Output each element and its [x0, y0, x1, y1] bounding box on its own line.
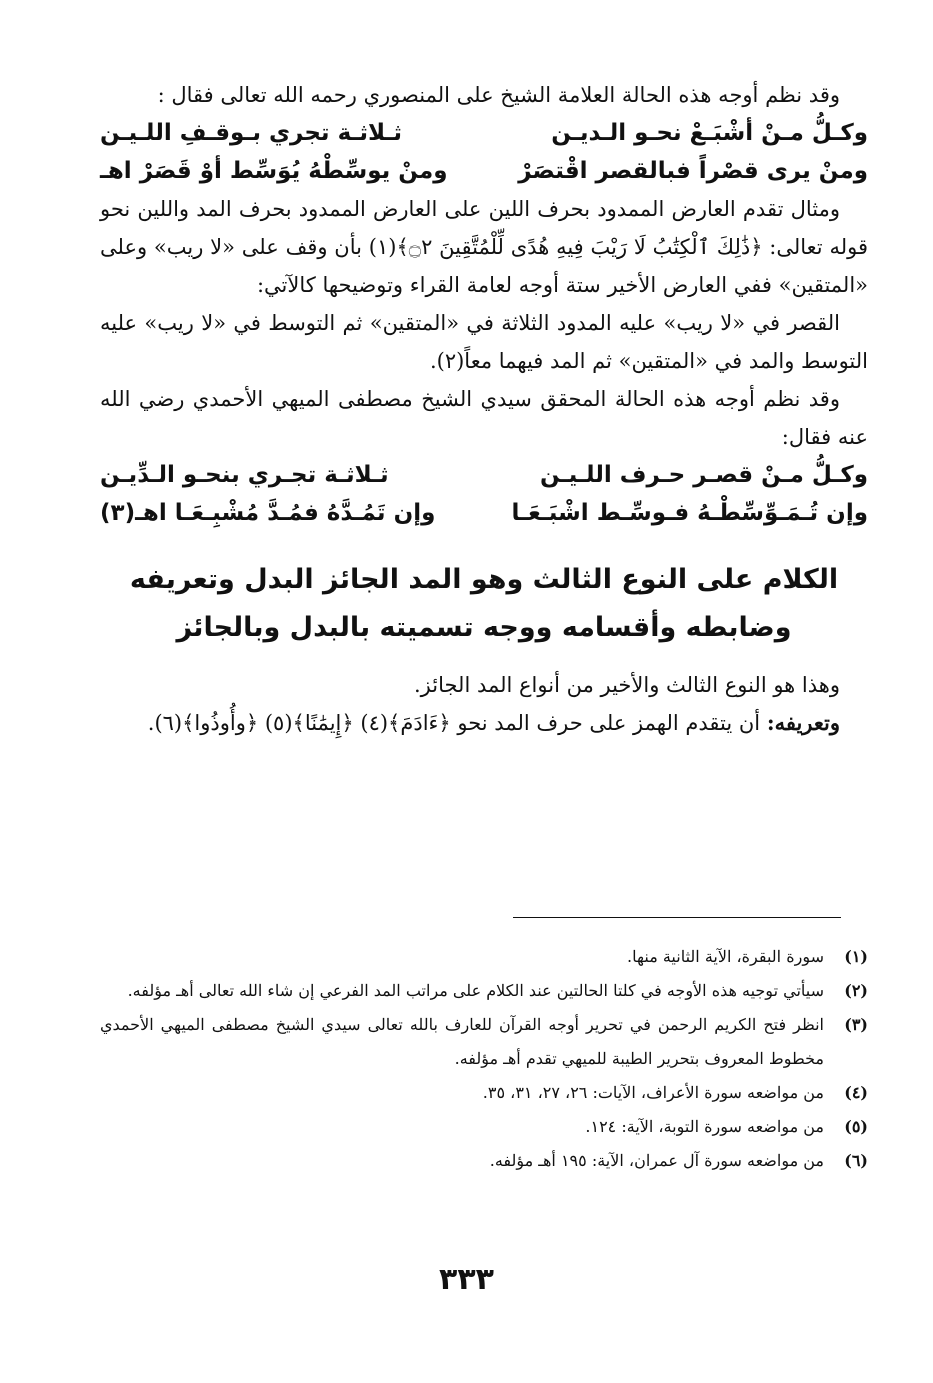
verse-line — [100, 152, 868, 190]
footnote-item — [100, 974, 868, 1008]
section-intro-paragraph: وهذا هو النوع الثالث والأخير من أنواع المد الجائز. — [413, 673, 840, 697]
verse-first-hemistich: ومنْ يرى قصْراً فبالقصر اقْتصَرْ — [518, 158, 868, 184]
verse-second-hemistich: ثـلاثـة تجري بـوقـفِ اللـيـن — [100, 120, 402, 146]
footnote-number: (٢) — [844, 981, 868, 1000]
poem-mansouri — [100, 114, 868, 190]
explanation-paragraph: القصر في «لا ريب» عليه المدود الثلاثة في «المتقين» ثم التوسط في «لا ريب» عليه التوسط والمد في «المتقين» ثم المد فيهما معاً(٢). — [100, 311, 868, 373]
page-number: ٣٣٣ — [439, 1262, 494, 1297]
definition-text: أن يتقدم الهمز على حرف المد نحو ﴿ءَادَمَ﴾(٤) ﴿إِيمَٰنًا﴾(٥) ﴿وأُوذُوا﴾(٦). — [147, 711, 767, 735]
footnotes — [100, 940, 868, 1178]
definition-paragraph — [100, 704, 868, 742]
section-heading: الكلام على النوع الثالث وهو المد الجائز البدل وتعريفه وضابطه وأقسامه ووجه تسميته بالبدل وبالجائز — [129, 564, 839, 643]
verse-first-hemistich: وكـلُّ مـنْ قصـر حـرف اللـيـن — [540, 462, 868, 488]
footnote-number: (٥) — [844, 1117, 868, 1136]
poem-mihi — [100, 456, 868, 532]
verse-line — [100, 114, 868, 152]
footnote-number: (٤) — [844, 1083, 868, 1102]
verse-first-hemistich: وإن تُـمَـوِّسِّطْـهُ فـوسِّـط اشْبَـعَـا — [511, 500, 868, 526]
footnote-text: من مواضعه سورة التوبة، الآية: ١٢٤. — [585, 1117, 824, 1136]
verse-line — [100, 456, 868, 494]
footnote-text: من مواضعه سورة الأعراف، الآيات: ٢٦، ٢٧، ٣١، ٣٥. — [482, 1083, 824, 1102]
footnote-text: سيأتي توجيه هذه الأوجه في كلتا الحالتين عند الكلام على مراتب المد الفرعي إن شاء الله تعالى أهـ مؤلفه. — [127, 981, 824, 1000]
footnote-text: انظر فتح الكريم الرحمن في تحرير أوجه القرآن للعارف بالله تعالى سيدي الشيخ مصطفى الميهي الأحمدي مخطوط المعروف بتحرير الطيبة للميهي تقدم أهـ مؤلفه. — [100, 1015, 824, 1068]
footnote-number: (٦) — [844, 1151, 868, 1170]
footnote-text: من مواضعه سورة آل عمران، الآية: ١٩٥ أهـ مؤلفه. — [489, 1151, 824, 1170]
example-paragraph: ومثال تقدم العارض الممدود بحرف اللين على العارض الممدود بحرف المد واللين نحو قوله تعالى: ﴿ذَٰلِكَ ٱلْكِتَٰبُ لَا رَيْبَ فِيهِ هُدًى لِّلْمُتَّقِينَ ۝٢﴾(١) بأن وقف على «لا ريب» وعلى «المتقين» ففي العارض الأخير ستة أوجه لعامة القراء وتوضيحها كالآتي: — [100, 197, 868, 297]
verse-line — [100, 494, 868, 532]
intro-paragraph: وقد نظم أوجه هذه الحالة العلامة الشيخ على المنصوري رحمه الله تعالى فقال : — [157, 83, 840, 107]
verse-second-hemistich: ثـلاثـة تجـري بنحـو الـدِّيـن — [100, 462, 389, 488]
footnote-item — [100, 940, 868, 974]
footnote-item — [100, 1008, 868, 1076]
footnote-item — [100, 1110, 868, 1144]
verse-first-hemistich: وكـلُّ مـنْ أشْبَـعْ نحـو الـديـن — [551, 120, 868, 146]
footnote-number: (١) — [844, 947, 868, 966]
footnote-item — [100, 1076, 868, 1110]
footnote-item — [100, 1144, 868, 1178]
footnote-text: سورة البقرة، الآية الثانية منها. — [627, 947, 824, 966]
verse-second-hemistich: ومنْ يوسِّطْهُ يُوَسِّط أوْ قَصَرْ اهـ — [100, 158, 448, 184]
page-body — [100, 76, 868, 742]
poem-intro-paragraph: وقد نظم أوجه هذه الحالة المحقق سيدي الشيخ مصطفى الميهي الأحمدي رضي الله عنه فقال: — [100, 387, 868, 449]
verse-second-hemistich: وإن تَمُـدَّهُ فمُـدَّ مُشْبِـعَـا اهـ(٣) — [100, 500, 436, 526]
definition-term: وتعريفه: — [766, 710, 840, 735]
footnote-divider — [513, 917, 841, 918]
footnote-number: (٣) — [844, 1015, 868, 1034]
